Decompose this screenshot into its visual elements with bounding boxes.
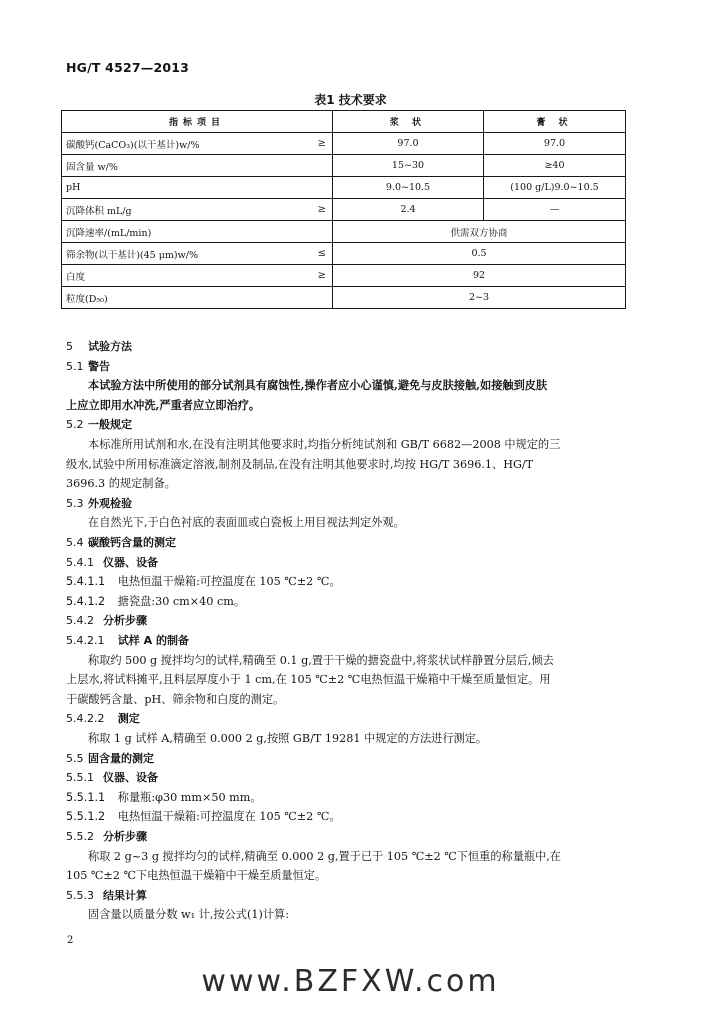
clause-number: 5.3 xyxy=(66,496,84,510)
clause-text: 仪器、设备 xyxy=(103,555,158,569)
clause-text: 测定 xyxy=(117,712,140,726)
numbered-clause xyxy=(66,592,245,612)
indicator-name: 粒度(D₅₀) xyxy=(66,293,108,305)
merged-value-cell: 供需双方协商 xyxy=(333,221,626,243)
clause-text: 分析步骤 xyxy=(103,614,147,628)
column-header: 浆 状 xyxy=(333,111,484,133)
paragraph-line: 105 ℃±2 ℃下电热恒温干燥箱中干燥至质量恒定。 xyxy=(66,869,327,883)
clause-number: 5.2 xyxy=(66,418,84,432)
paragraph-line: 本标准所用试剂和水,在没有注明其他要求时,均指分析纯试剂和 GB/T 6682—2008 中规定的三 xyxy=(88,438,561,451)
clause-number: 5 xyxy=(66,340,73,353)
merged-value-cell: 2~3 xyxy=(333,287,626,309)
section-heading xyxy=(66,709,140,729)
indicator-name: pH xyxy=(66,182,81,193)
section-heading xyxy=(66,337,132,357)
indicator-name: 固含量 w/% xyxy=(66,161,118,173)
clause-number: 5.4.2.2 xyxy=(66,712,105,726)
indicator-cell xyxy=(62,287,333,309)
clause-number: 5.4.2.1 xyxy=(66,634,105,647)
section-heading xyxy=(66,631,189,651)
section-heading xyxy=(66,827,147,847)
clause-number: 5.5.1.2 xyxy=(66,810,106,824)
section-heading xyxy=(66,886,147,906)
indicator-cell xyxy=(62,133,333,155)
indicator-name: 沉降速率/(mL/min) xyxy=(66,227,152,239)
table-row xyxy=(62,265,626,287)
paragraph-line: 3696.3 的规定制备。 xyxy=(66,477,176,491)
clause-number: 5.5.1 xyxy=(66,771,94,785)
paragraph-line: 上层水,将试料摊平,且料层厚度小于 1 cm,在 105 ℃±2 ℃电热恒温干燥箱中干燥至质量恒定。用 xyxy=(66,673,551,687)
section-heading xyxy=(66,415,132,435)
indicator-cell xyxy=(62,243,333,265)
watermark: www.BZFXW.com xyxy=(201,964,500,999)
clause-text: 外观检验 xyxy=(88,496,132,510)
clause-number: 5.5.1.1 xyxy=(66,790,106,804)
indicator-operator: ≤ xyxy=(317,248,326,259)
section-heading xyxy=(66,553,158,573)
paragraph-line: 于碳酸钙含量、pH、筛余物和白度的测定。 xyxy=(66,692,285,706)
clause-number: 5.5.2 xyxy=(66,830,94,843)
indicator-name: 白度 xyxy=(66,271,86,283)
clause-text: 结果计算 xyxy=(103,888,147,902)
numbered-clause xyxy=(66,807,341,827)
section-heading xyxy=(66,533,176,553)
clause-number: 5.4.1 xyxy=(66,555,94,569)
clause-text: 试验方法 xyxy=(88,340,132,353)
table-body xyxy=(62,133,626,309)
indicator-name: 碳酸钙(CaCO₃)(以干基计)w/% xyxy=(66,139,200,151)
table-caption: 表1 技术要求 xyxy=(314,93,387,107)
clause-number: 5.5 xyxy=(66,751,84,765)
column-header: 膏 状 xyxy=(484,111,626,133)
paragraph-line: 称取 2 g~3 g 搅拌均匀的试样,精确至 0.000 2 g,置于已于 105 ℃±2 ℃下恒重的称量瓶中,在 xyxy=(88,849,562,863)
indicator-cell xyxy=(62,177,333,199)
cream-value-cell: (100 g/L)9.0~10.5 xyxy=(484,177,626,199)
indicator-cell xyxy=(62,199,333,221)
standard-code: HG/T 4527—2013 xyxy=(66,60,190,75)
table-row xyxy=(62,221,626,243)
cream-value-cell: ≥40 xyxy=(484,155,626,177)
clause-number: 5.5.3 xyxy=(66,888,94,902)
merged-value-cell: 92 xyxy=(333,265,626,287)
clause-text: 碳酸钙含量的测定 xyxy=(88,536,176,549)
paste-value-cell: 2.4 xyxy=(333,199,484,221)
warning-text: 本试验方法中所使用的部分试剂具有腐蚀性,操作者应小心谨慎,避免与皮肤接触,如接触到皮肤 xyxy=(88,378,548,393)
clause-text: 固含量的测定 xyxy=(88,751,154,765)
clause-text: 仪器、设备 xyxy=(103,771,158,785)
indicator-operator: ≥ xyxy=(317,270,326,281)
indicator-cell xyxy=(62,265,333,287)
clause-number: 5.4.1.2 xyxy=(66,594,106,608)
section-heading xyxy=(66,768,158,788)
clause-text: 称量瓶:φ30 mm×50 mm。 xyxy=(117,790,262,804)
merged-value-cell: 0.5 xyxy=(333,243,626,265)
table-row xyxy=(62,287,626,309)
indicator-operator: ≥ xyxy=(317,204,326,215)
paragraph-line: 在自然光下,于白色衬底的表面皿或白瓷板上用目视法判定外观。 xyxy=(88,516,405,530)
clause-text: 电热恒温干燥箱:可控温度在 105 ℃±2 ℃。 xyxy=(117,810,341,824)
paragraph-line: 称取约 500 g 搅拌均匀的试样,精确至 0.1 g,置于干燥的搪瓷盘中,将浆状试样静置分层后,倾去 xyxy=(88,653,554,667)
paste-value-cell: 9.0~10.5 xyxy=(333,177,484,199)
table-row xyxy=(62,243,626,265)
table-row xyxy=(62,177,626,199)
clause-number: 5.4.2 xyxy=(66,614,94,628)
indicator-cell xyxy=(62,221,333,243)
indicator-cell xyxy=(62,155,333,177)
indicator-name: 筛余物(以干基计)(45 μm)w/% xyxy=(66,249,198,261)
paste-value-cell: 97.0 xyxy=(333,133,484,155)
section-heading xyxy=(66,749,154,769)
clause-text: 试样 A 的制备 xyxy=(117,634,189,647)
paragraph-line: 级水,试验中所用标准滴定溶液,制剂及制品,在没有注明其他要求时,均按 HG/T 3696.1、HG/T xyxy=(66,457,534,471)
clause-text: 搪瓷盘:30 cm×40 cm。 xyxy=(117,594,246,608)
clause-text: 电热恒温干燥箱:可控温度在 105 ℃±2 ℃。 xyxy=(117,575,341,589)
clause-text: 警告 xyxy=(88,359,110,373)
warning-text: 上应立即用水冲洗,严重者应立即治疗。 xyxy=(66,397,261,412)
clause-number: 5.4 xyxy=(66,536,84,549)
paragraph-line: 称取 1 g 试样 A,精确至 0.000 2 g,按照 GB/T 19281 中规定的方法进行测定。 xyxy=(88,732,488,745)
paragraph-line: 固含量以质量分数 w₁ 计,按公式(1)计算: xyxy=(88,908,289,922)
clause-number: 5.1 xyxy=(66,359,84,373)
table-row xyxy=(62,155,626,177)
table-header-row xyxy=(62,111,626,133)
paste-value-cell: 15~30 xyxy=(333,155,484,177)
numbered-clause xyxy=(66,572,341,592)
numbered-clause xyxy=(66,788,262,808)
table-row xyxy=(62,133,626,155)
clause-text: 一般规定 xyxy=(88,418,132,432)
cream-value-cell: 97.0 xyxy=(484,133,626,155)
section-heading xyxy=(66,611,147,631)
page-number: 2 xyxy=(67,935,74,946)
table-row xyxy=(62,199,626,221)
clause-number: 5.4.1.1 xyxy=(66,575,106,589)
column-header: 指标项目 xyxy=(62,111,333,133)
spec-table xyxy=(61,110,626,309)
clause-text: 分析步骤 xyxy=(103,830,147,843)
cream-value-cell: — xyxy=(484,199,626,221)
indicator-operator: ≥ xyxy=(317,138,326,149)
indicator-name: 沉降体积 mL/g xyxy=(66,205,132,217)
section-heading xyxy=(66,494,132,514)
section-heading xyxy=(66,357,110,377)
